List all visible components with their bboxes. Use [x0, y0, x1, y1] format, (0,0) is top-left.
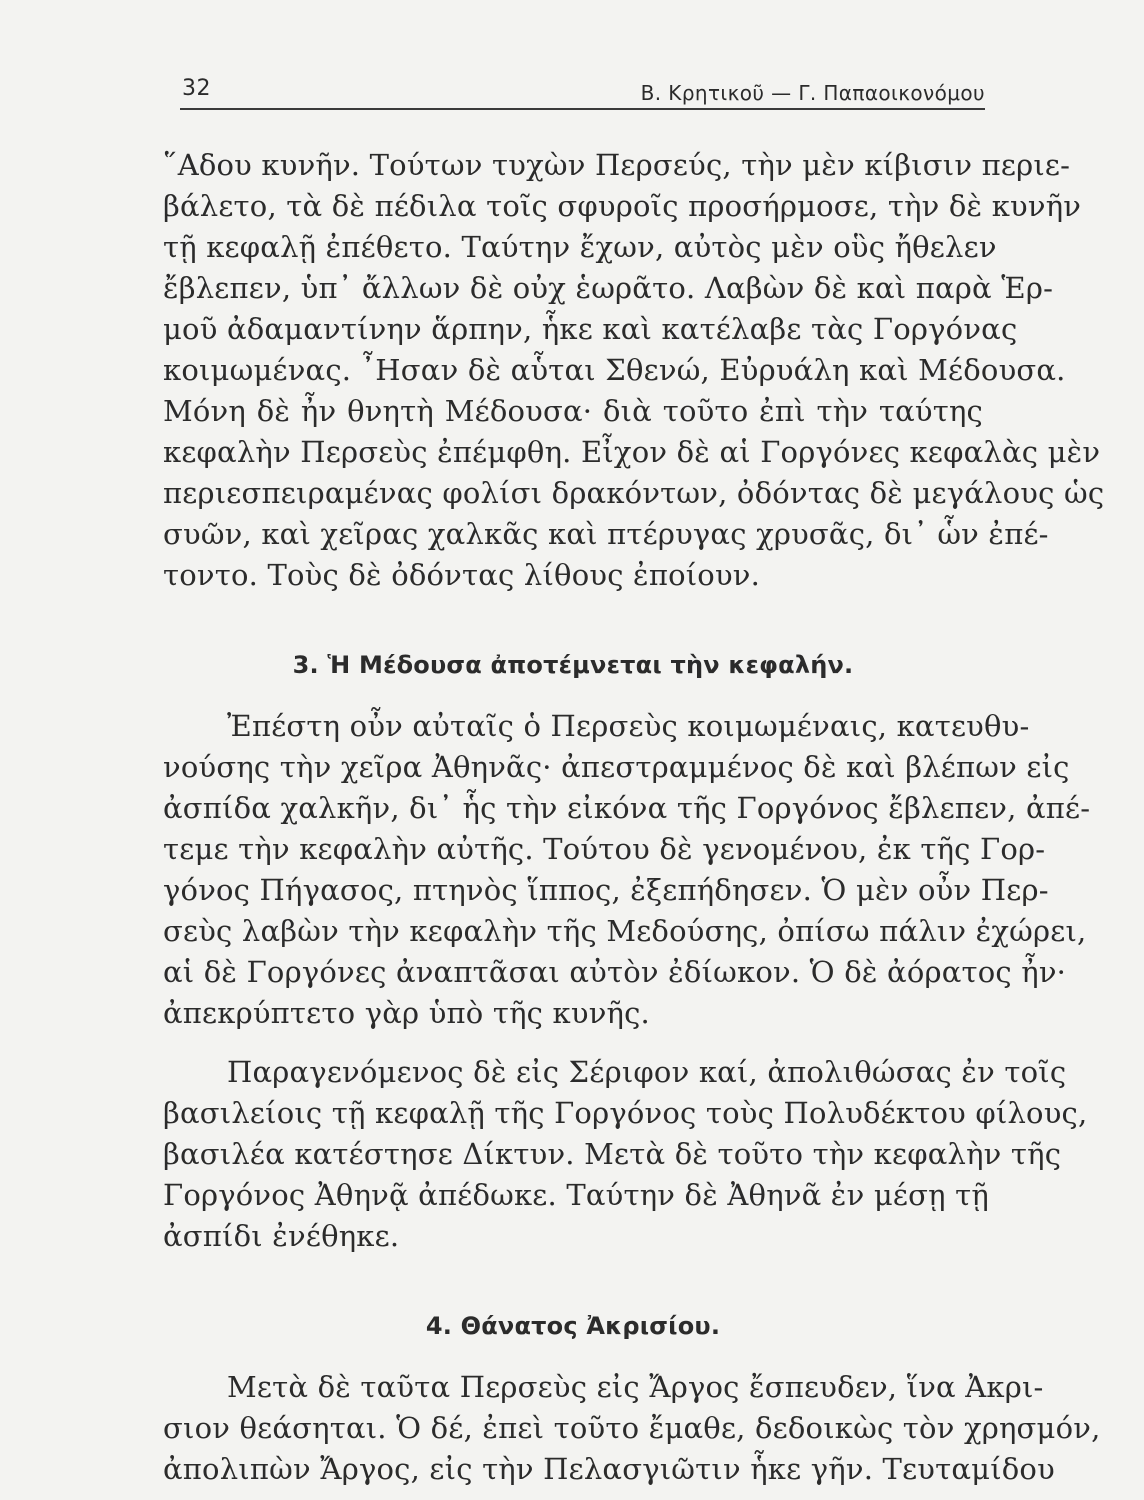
- text-line: Γοργόνος Ἀθηνᾷ ἀπέδωκε. Ταύτην δὲ Ἀθηνᾶ ἐν μέσῃ τῇ: [163, 1177, 989, 1212]
- text-line: περιεσπειραμένας φολίσι δρακόντων, ὀδόντας δὲ μεγάλους ὡς: [163, 476, 1105, 510]
- text-line: Παραγενόμενος δὲ εἰς Σέριφον καί, ἀπολιθώσας ἐν τοῖς: [227, 1054, 1067, 1089]
- text-line: ἀσπίδι ἐνέθηκε.: [163, 1218, 400, 1253]
- text-line: συῶν, καὶ χεῖρας χαλκᾶς καὶ πτέρυγας χρυσᾶς, δι᾽ ὧν ἐπέ-: [163, 517, 1049, 551]
- section-3: [163, 645, 1091, 1257]
- text-line: βασιλείοις τῇ κεφαλῇ τῆς Γοργόνος τοὺς Πολυδέκτου φίλους,: [163, 1095, 1088, 1130]
- text-line: ἀπεκρύπτετο γὰρ ὑπὸ τῆς κυνῆς.: [163, 995, 650, 1030]
- text-line: βασιλέα κατέστησε Δίκτυν. Μετὰ δὲ τοῦτο τὴν κεφαλὴν τῆς: [163, 1136, 1062, 1171]
- text-line: βάλετο, τὰ δὲ πέδιλα τοῖς σφυροῖς προσήρμοσε, τὴν δὲ κυνῆν: [163, 189, 1082, 223]
- text-line: ἀπολιπὼν Ἄργος, εἰς τὴν Πελασγιῶτιν ἧκε γῆν. Τευταμίδου: [163, 1451, 1055, 1486]
- section-heading: 3. Ἡ Μέδουσα ἀποτέμνεται τὴν κεφαλήν.: [292, 650, 854, 679]
- section-spacing: [163, 1257, 983, 1286]
- text-line: γόνος Πήγασος, πτηνὸς ἵππος, ἐξεπήδησεν. Ὁ μὲν οὖν Περ-: [163, 872, 1049, 907]
- text-line: Μόνη δὲ ἦν θνητὴ Μέδουσα· διὰ τοῦτο ἐπὶ τὴν ταύτης: [163, 394, 983, 428]
- text-line: μοῦ ἀδαμαντίνην ἅρπην, ἧκε καὶ κατέλαβε τὰς Γοργόνας: [163, 312, 1018, 346]
- text-line: νούσης τὴν χεῖρα Ἀθηνᾶς· ἀπεστραμμένος δὲ καὶ βλέπων εἰς: [163, 749, 1070, 784]
- text-line: σεὺς λαβὼν τὴν κεφαλὴν τῆς Μεδούσης, ὀπίσω πάλιν ἐχώρει,: [163, 913, 1087, 948]
- text-line: κοιμωμένας. ῏Ησαν δὲ αὗται Σθενώ, Εὐρυάλη καὶ Μέδουσα.: [163, 353, 1066, 387]
- main-text: [163, 145, 1105, 1490]
- text-line: Μετὰ δὲ ταῦτα Περσεὺς εἰς Ἄργος ἔσπευδεν, ἵνα Ἀκρι-: [227, 1369, 1044, 1404]
- header-title: Β. Κρητικοῦ — Γ. Παπαοικονόμου: [640, 81, 985, 105]
- text-line: τοντο. Τοὺς δὲ ὀδόντας λίθους ἐποίουν.: [163, 558, 761, 592]
- section-continuation: [163, 145, 1105, 596]
- text-line: ἔβλεπεν, ὑπ᾽ ἄλλων δὲ οὐχ ἑωρᾶτο. Λαβὼν δὲ καὶ παρὰ Ἑρ-: [163, 271, 1054, 305]
- section-spacing: [163, 596, 983, 625]
- text-line: αἱ δὲ Γοργόνες ἀναπτᾶσαι αὐτὸν ἐδίωκον. Ὁ δὲ ἀόρατος ἦν·: [163, 954, 1067, 989]
- section-heading: 4. Θάνατος Ἀκρισίου.: [425, 1311, 721, 1340]
- text-line: ἀσπίδα χαλκῆν, δι᾽ ἧς τὴν εἰκόνα τῆς Γοργόνος ἔβλεπεν, ἀπέ-: [163, 790, 1091, 825]
- page-number: 32: [182, 76, 211, 101]
- text-line: σιον θεάσηται. Ὁ δέ, ἐπεὶ τοῦτο ἔμαθε, δεδοικὼς τὸν χρησμόν,: [163, 1410, 1101, 1445]
- text-line: Ἐπέστη οὖν αὐταῖς ὁ Περσεὺς κοιμωμέναις, κατευθυ-: [227, 708, 1030, 743]
- text-line: τῇ κεφαλῇ ἐπέθετο. Ταύτην ἔχων, αὐτὸς μὲν οὓς ἤθελεν: [163, 230, 997, 264]
- text-line: κεφαλὴν Περσεὺς ἐπέμφθη. Εἶχον δὲ αἱ Γοργόνες κεφαλὰς μὲν: [163, 435, 1101, 469]
- running-header: [180, 74, 985, 110]
- section-4: [163, 1306, 1101, 1490]
- text-line: τεμε τὴν κεφαλὴν αὐτῆς. Τούτου δὲ γενομένου, ἐκ τῆς Γορ-: [163, 831, 1046, 866]
- text-line: ῞Αδου κυνῆν. Τούτων τυχὼν Περσεύς, τὴν μὲν κίβισιν περιε-: [163, 148, 1071, 182]
- paragraph-spacing: [163, 1034, 983, 1052]
